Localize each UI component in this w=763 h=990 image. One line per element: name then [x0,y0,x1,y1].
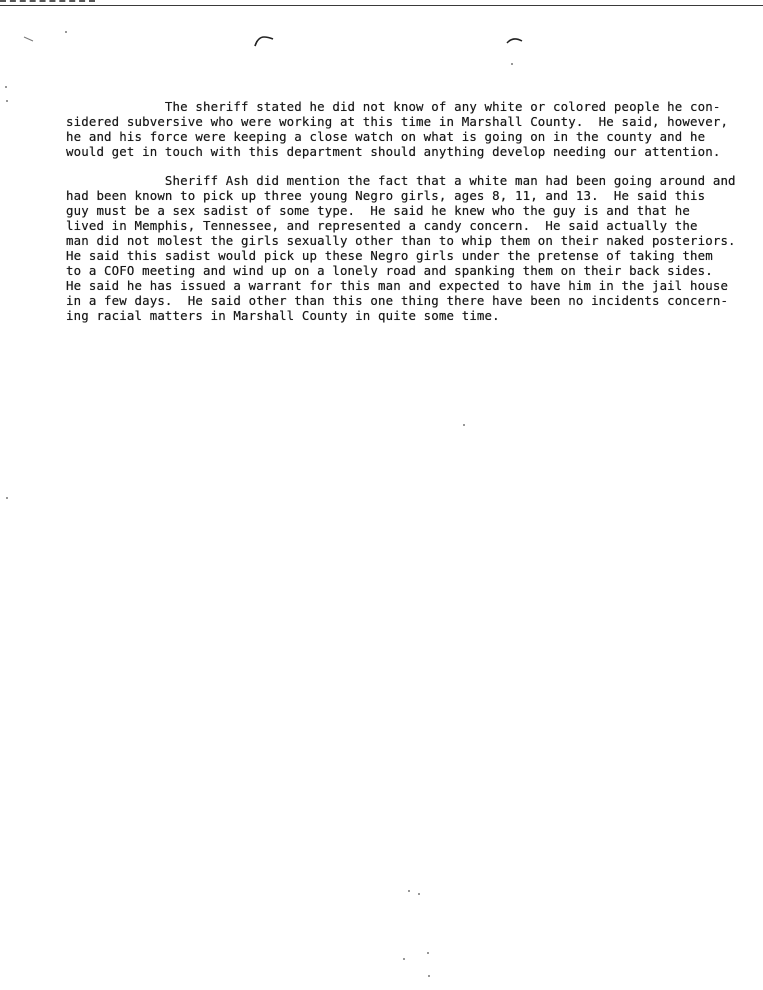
paragraph-line: The sheriff stated he did not know of any white or colored people he con- [66,99,721,114]
scan-mark-corner [22,34,36,44]
scan-speck [6,497,8,499]
scan-speck [511,63,513,65]
paragraph-line: lived in Memphis, Tennessee, and represented a candy concern. He said actually the [66,218,698,233]
paragraph-line: would get in touch with this department should anything develop needing our attention. [66,144,721,159]
paragraph-line: he and his force were keeping a close watch on what is going on in the county and he [66,129,706,144]
scan-mark-right [505,34,525,46]
scan-speck [65,31,67,33]
paragraph-line: Sheriff Ash did mention the fact that a white man had been going around and [66,173,736,188]
paragraph-2 [66,173,736,323]
paragraph-line: ing racial matters in Marshall County in quite some time. [66,308,500,323]
paragraph-line: man did not molest the girls sexually other than to whip them on their naked posteriors. [66,233,736,248]
paragraph-line: He said he has issued a warrant for this man and expected to have him in the jail house [66,278,729,293]
scan-speck [428,975,430,977]
paragraph-line: He said this sadist would pick up these Negro girls under the pretense of taking them [66,248,713,263]
paragraph-line: to a COFO meeting and wind up on a lonely road and spanking them on their back sides. [66,263,713,278]
paragraph-line: in a few days. He said other than this one thing there have been no incidents concern- [66,293,729,308]
paragraph-line: guy must be a sex sadist of some type. He said he knew who the guy is and that he [66,203,691,218]
paragraph-1 [66,99,731,159]
top-edge-rule [0,5,763,6]
scan-speck [418,893,420,895]
paragraph-line: sidered subversive who were working at this time in Marshall County. He said, however, [66,114,729,129]
scan-speck [403,958,405,960]
top-edge-dashes [0,0,95,5]
scan-speck [408,890,410,892]
scan-speck [5,86,7,88]
paragraph-line: had been known to pick up three young Negro girls, ages 8, 11, and 13. He said this [66,188,706,203]
scan-speck [463,424,465,426]
scan-mark-left [252,32,276,48]
scan-speck [427,952,429,954]
scan-speck [6,100,8,102]
